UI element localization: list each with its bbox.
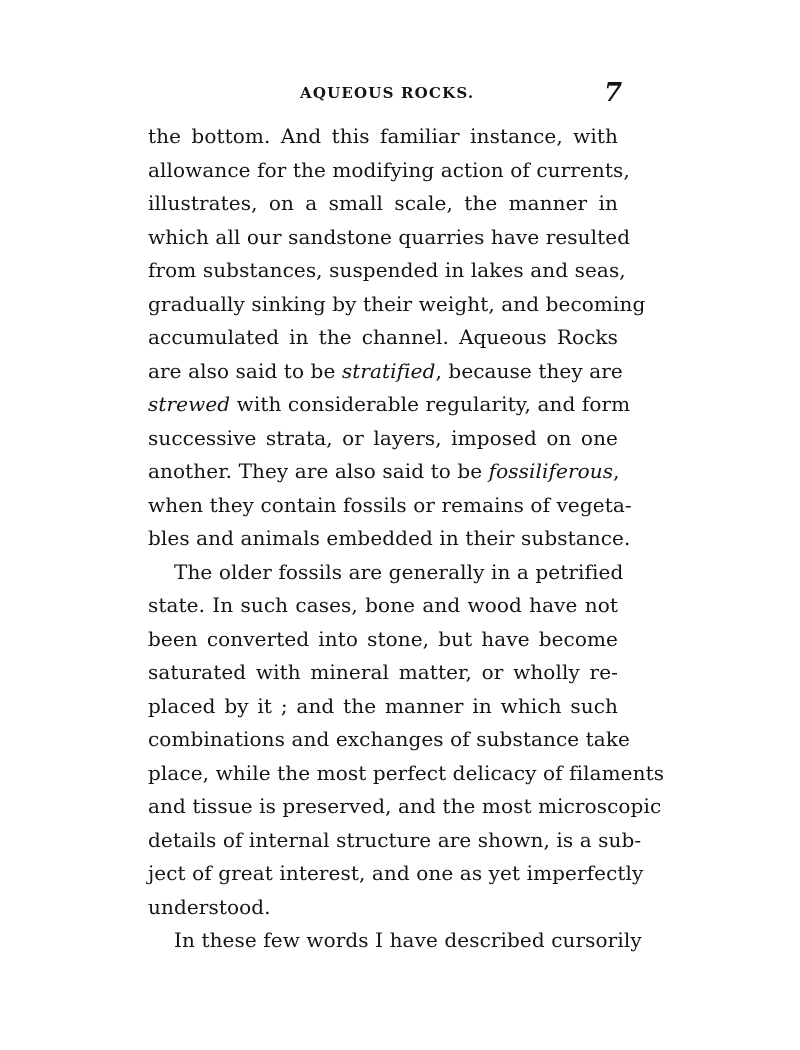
- text-line: saturated with mineral matter, or wholly re-: [148, 660, 618, 684]
- text-line: which all our sandstone quarries have resulted: [148, 224, 631, 249]
- text-line: [148, 355, 623, 389]
- text-line: illustrates, on a small scale, the manner in: [148, 191, 618, 215]
- text-line: when they contain fossils or remains of vegeta-: [148, 492, 632, 517]
- text-line: accumulated in the channel. Aqueous Rocks: [148, 325, 618, 349]
- text-run: ,: [613, 459, 620, 483]
- text-line: the bottom. And this familiar instance, with: [148, 124, 618, 148]
- text-line: bles and animals embedded in their substance.: [148, 526, 631, 550]
- running-head: [0, 80, 800, 108]
- text-line: understood.: [148, 894, 271, 919]
- body-text: [148, 120, 665, 980]
- text-line: In these few words I have described cursorily: [174, 928, 642, 952]
- text-run: are also said to be: [148, 358, 342, 383]
- text-line: state. In such cases, bone and wood have not: [148, 593, 618, 617]
- text-line: and tissue is preserved, and the most microscopic: [148, 794, 662, 818]
- italic-term: fossiliferous: [488, 459, 614, 483]
- text-line: place, while the most perfect delicacy of filaments: [148, 760, 665, 785]
- text-line: allowance for the modifying action of currents,: [148, 157, 630, 182]
- text-line: The older fossils are generally in a petrified: [174, 559, 624, 584]
- text-line: ject of great interest, and one as yet imperfectly: [148, 861, 644, 885]
- italic-term: stratified: [341, 358, 436, 383]
- text-line: [148, 388, 631, 422]
- italic-term: strewed: [148, 392, 231, 416]
- text-run: , because they are: [435, 358, 623, 383]
- running-title: AQUEOUS ROCKS.: [300, 84, 475, 102]
- text-line: successive strata, or layers, imposed on one: [148, 425, 618, 450]
- text-line: placed by it ; and the manner in which such: [148, 693, 618, 718]
- text-run: with considerable regularity, and form: [230, 392, 631, 416]
- text-line: combinations and exchanges of substance take: [148, 727, 630, 751]
- text-line: details of internal structure are shown, is a sub-: [148, 827, 642, 852]
- text-run: another. They are also said to be: [148, 459, 489, 483]
- page-number: 7: [604, 78, 623, 108]
- text-line: from substances, suspended in lakes and seas,: [148, 258, 626, 282]
- text-line: been converted into stone, but have become: [148, 626, 618, 651]
- text-line: [148, 455, 618, 489]
- text-line: gradually sinking by their weight, and becoming: [148, 291, 646, 316]
